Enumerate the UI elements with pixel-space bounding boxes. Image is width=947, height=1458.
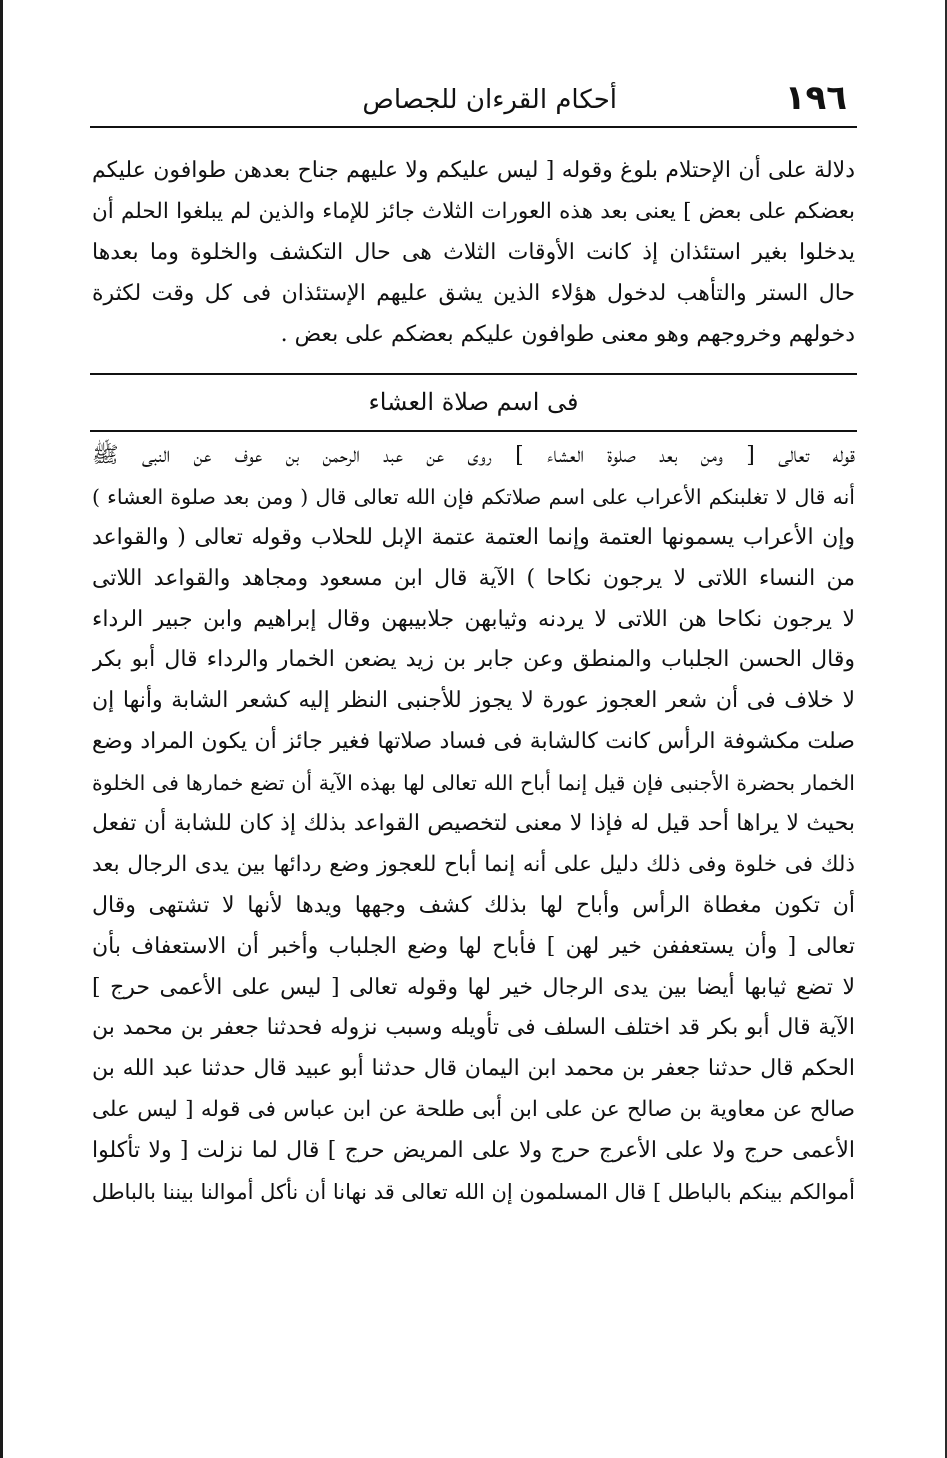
page-header bbox=[100, 78, 847, 126]
text-line: صالح عن معاوية بن صالح عن على ابن أبى طلحة عن ابن عباس فى قوله [ ليس على bbox=[92, 1097, 855, 1123]
page-number: ١٩٦ bbox=[784, 78, 847, 118]
text-line: وقال الحسن الجلباب والمنطق وعن جابر بن زيد يضعن الخمار والرداء قال أبو بكر bbox=[92, 647, 855, 673]
text-line: صلت مكشوفة الرأس كانت كالشابة فى فساد صلاتها فغير جائز أن يكون المراد وضع bbox=[92, 729, 855, 755]
running-title: أحكام القرءان للجصاص bbox=[362, 85, 617, 115]
text-line: أموالكم بينكم بالباطل ] قال المسلمون إن الله تعالى قد نهانا أن نأكل أموالنا بيننا بالباطل bbox=[92, 1180, 855, 1205]
paragraph-2 bbox=[92, 436, 855, 1213]
text-line: بعضكم على بعض ] يعنى بعد هذه العورات الثلاث جائز للإماء والذين لم يبلغوا الحلم أن bbox=[92, 199, 855, 224]
section-heading: فى اسم صلاة العشاء bbox=[368, 388, 579, 416]
text-line: يدخلوا بغير استئذان إذ كانت الأوقات الثلاث هى حال التكشف والخلوة وما بعدها bbox=[92, 240, 855, 265]
text-line: دلالة على أن الإحتلام بلوغ وقوله [ ليس عليكم ولا عليهم جناح بعدهن طوافون عليكم bbox=[92, 158, 855, 183]
scan-edge-left bbox=[0, 0, 3, 1458]
text-line: تعالى [ وأن يستعففن خير لهن ] فأباح لها وضع الجلباب وأخبر أن الاستعفاف بأن bbox=[92, 933, 855, 959]
text-line: الخمار بحضرة الأجنبى فإن قيل إنما أباح الله تعالى لها بهذه الآية أن تضع خمارها فى الخلوة bbox=[92, 771, 855, 796]
text-line: الأعمى حرج ولا على الأعرج حرج ولا على المريض حرج ] قال لما نزلت [ ولا تأكلوا bbox=[92, 1138, 855, 1164]
text-line: ذلك فى خلوة وفى ذلك دليل على أنه إنما أباح للعجوز وضع ردائها بين يدى الرجال بعد bbox=[92, 851, 855, 877]
section-rule-top bbox=[90, 373, 857, 375]
text-line: لا يرجون نكاحا هن اللاتى لا يردنه وثيابهن جلابيبهن وقال إبراهيم وابن جبير الرداء bbox=[92, 606, 855, 632]
text-line: الحكم قال حدثنا جعفر بن محمد ابن اليمان قال حدثنا أبو عبيد قال حدثنا عبد الله بن bbox=[92, 1056, 855, 1082]
text-line: الآية قال أبو بكر قد اختلف السلف فى تأويله وسبب نزوله فحدثنا جعفر بن محمد بن bbox=[92, 1015, 855, 1041]
text-line: لا خلاف فى أن شعر العجوز عورة لا يجوز للأجنبى النظر إليه كشعر الشابة وأنها إن bbox=[92, 688, 855, 714]
text-line: وإن الأعراب يسمونها العتمة وإنما العتمة عتمة الإبل للحلاب وقوله تعالى ( والقواعد bbox=[92, 524, 855, 550]
header-rule bbox=[90, 126, 857, 128]
section-rule-bottom bbox=[90, 430, 857, 432]
text-line: دخولهم وخروجهم وهو معنى طوافون عليكم بعضكم على بعض . bbox=[280, 322, 855, 347]
paragraph-1 bbox=[92, 150, 855, 355]
text-line: حال الستر والتأهب لدخول هؤلاء الذين يشق عليهم الإستئذان فى كل وقت لكثرة bbox=[92, 281, 855, 306]
text-line: بحيث لا يراها أحد قيل له فإذا لا معنى لتخصيص القواعد بذلك إذ كان للشابة أن تفعل bbox=[92, 811, 855, 837]
text-line: من النساء اللاتى لا يرجون نكاحا ) الآية قال ابن مسعود ومجاهد والقواعد اللاتى bbox=[92, 565, 855, 591]
text-line: أنه قال لا تغلبنكم الأعراب على اسم صلاتكم فإن الله تعالى قال ( ومن بعد صلوة العشاء ) bbox=[92, 484, 855, 509]
text-line: قوله تعالى [ ومن بعد صلوة العشاء ] روى عن عبد الرحمن بن عوف عن النبى ﷺ bbox=[92, 443, 855, 468]
text-line: أن تكون مغطاة الرأس وأباح لها بذلك كشف وجهها ويدها لأنها لا تشتهى وقال bbox=[92, 892, 855, 918]
text-line: لا تضع ثيابها أيضا بين يدى الرجال خير لها وقوله تعالى [ ليس على الأعمى حرج ] bbox=[92, 974, 855, 1000]
